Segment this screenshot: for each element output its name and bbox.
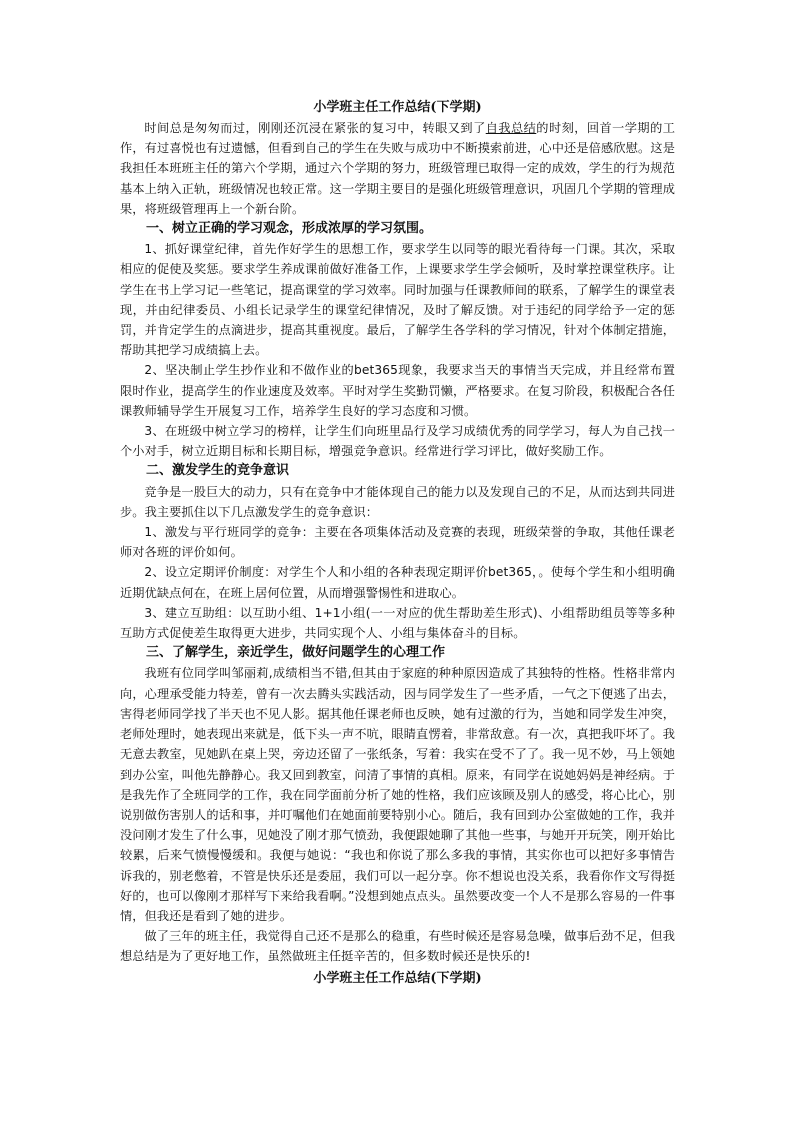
section-3-paragraph-2: 做了三年的班主任，我觉得自己还不是那么的稳重，有些时候还是容易急噪，做事后劲不足，但我想总结是为了更好地工作，虽然做班主任挺辛苦的，但多数时候还是快乐的! bbox=[120, 929, 675, 964]
section-3-heading: 三、了解学生，亲近学生，做好问题学生的心理工作 bbox=[146, 645, 446, 661]
section-1-paragraph-3: 3、在班级中树立学习的榜样，让学生们向班里品行及学习成绩优秀的同学学习，每人为自己找一个小对手，树立近期目标和长期目标，增强竞争意识。经常进行学习评比，做好奖励工作。 bbox=[120, 424, 675, 459]
document-page bbox=[120, 98, 675, 989]
intro-text-after: 的时刻，回首一学期的工作，有过喜悦也有过遗憾，但看到自己的学生在失败与成功中不断摸索前进，心中还是倍感欣慰。这是我担任本班班主任的第六个学期，通过六个学期的努力，班级管理已取得一定的成效，学生的行为规范基本上纳入正轨，班级情况也较正常。这一学期主要目的是强化班级管理意识，巩固几个学期的管理成果，将班级管理再上一个新台阶。 bbox=[120, 121, 675, 216]
section-1-paragraph-1: 1、抓好课堂纪律，首先作好学生的思想工作，要求学生以同等的眼光看待每一门课。其次，采取相应的促使及奖惩。要求学生养成课前做好准备工作，上课要求学生学会倾听，及时掌控课堂秩序。让学生在书上学习记一些笔记，提高课堂的学习效率。同时加强与任课教师间的联系，了解学生的课堂表现，并由纪律委员、小组长记录学生的课堂纪律情况，及时了解反馈。对于违纪的同学给予一定的惩罚，并肯定学生的点滴进步，提高其重视度。最后，了解学生各学科的学习情况，针对个体制定措施，帮助其把学习成绩搞上去。 bbox=[120, 242, 675, 358]
section-2-paragraph-3: 2、设立定期评价制度：对学生个人和小组的各种表现定期评价bet365，。使每个学生和小组明确近期优缺点何在，在班上居何位置，从而增强警惕性和进取心。 bbox=[120, 565, 675, 600]
section-2-paragraph-4: 3、建立互助组：以互助小组、1+1小组(一一对应的优生帮助差生形式)、小组帮助组员等等多种互助方式促使差生取得更大进步，共同实现个人、小组与集体奋斗的目标。 bbox=[120, 605, 675, 641]
intro-text-before: 时间总是匆匆而过，刚刚还沉浸在紧张的复习中，转眼又到了 bbox=[144, 121, 486, 135]
footer-title: 小学班主任工作总结(下学期) bbox=[313, 970, 482, 986]
section-2-paragraph-2: 1、激发与平行班同学的竞争：主要在各项集体活动及竞赛的表现，班级荣誉的争取，其他任课老师对各班的评价如何。 bbox=[120, 525, 675, 560]
document-title: 小学班主任工作总结(下学期) bbox=[313, 100, 482, 115]
self-summary-link[interactable]: 自我总结 bbox=[485, 121, 537, 135]
section-3-paragraph-1: 我班有位同学叫邹丽莉,成绩相当不错,但其由于家庭的种种原因造成了其独特的性格。性格非常内向，心理承受能力特差，曾有一次去腾头实践活动，因与同学发生了一些矛盾，一气之下便逃了出去，害得老师同学找了半天也不见人影。据其他任课老师也反映，她有过激的行为，当她和同学发生冲突，老师处理时，她表现出来就是，低下头一声不吭，眼睛直愣着，非常敌意。有一次，真把我吓坏了。我无意去教室，见她趴在桌上哭，旁边还留了一张纸条，写着：我实在受不了了。我一见不妙，马上领她到办公室，叫他先静静心。我又回到教室，问清了事情的真相。原来，有同学在说她妈妈是神经病。于是我先作了全班同学的工作，我在同学面前分析了她的性格，我们应该顾及别人的感受，将心比心，别说别做伤害别人的话和事，并叮嘱他们在她面前要特别小心。随后，我有回到办公室做她的工作，我并没问刚才发生了什么事，见她没了刚才那气愤劲，我便跟她聊了其他一些事，与她开开玩笑，刚开始比较累，后来气愤慢慢缓和。我便与她说：“我也和你说了那么多我的事情，其实你也可以把好多事情告诉我的，别老憋着，不管是快乐还是委屈，我们可以一起分享。你不想说也没关系，我看你作文写得挺好的，也可以像刚才那样写下来给我看啊。”没想到她点点头。虽然要改变一个人不是那么容易的一件事情，但我还是看到了她的进步。 bbox=[120, 666, 675, 923]
intro-paragraph bbox=[120, 118, 675, 219]
section-2-paragraph-1: 竞争是一股巨大的动力，只有在竞争中才能体现自己的能力以及发现自己的不足，从而达到共同进步。我主要抓住以下几点激发学生的竞争意识： bbox=[120, 484, 675, 519]
section-1-heading: 一、树立正确的学习观念，形成浓厚的学习氛围。 bbox=[146, 221, 433, 237]
section-2-heading: 二、激发学生的竞争意识 bbox=[146, 463, 290, 479]
section-1-paragraph-2: 2、坚决制止学生抄作业和不做作业的bet365现象，我要求当天的事情当天完成，并且经常布置限时作业，提高学生的作业速度及效率。平时对学生奖勤罚懒，严格要求。在复习阶段，积极配合各任课教师辅导学生开展复习工作，培养学生良好的学习态度和习惯。 bbox=[120, 363, 675, 418]
